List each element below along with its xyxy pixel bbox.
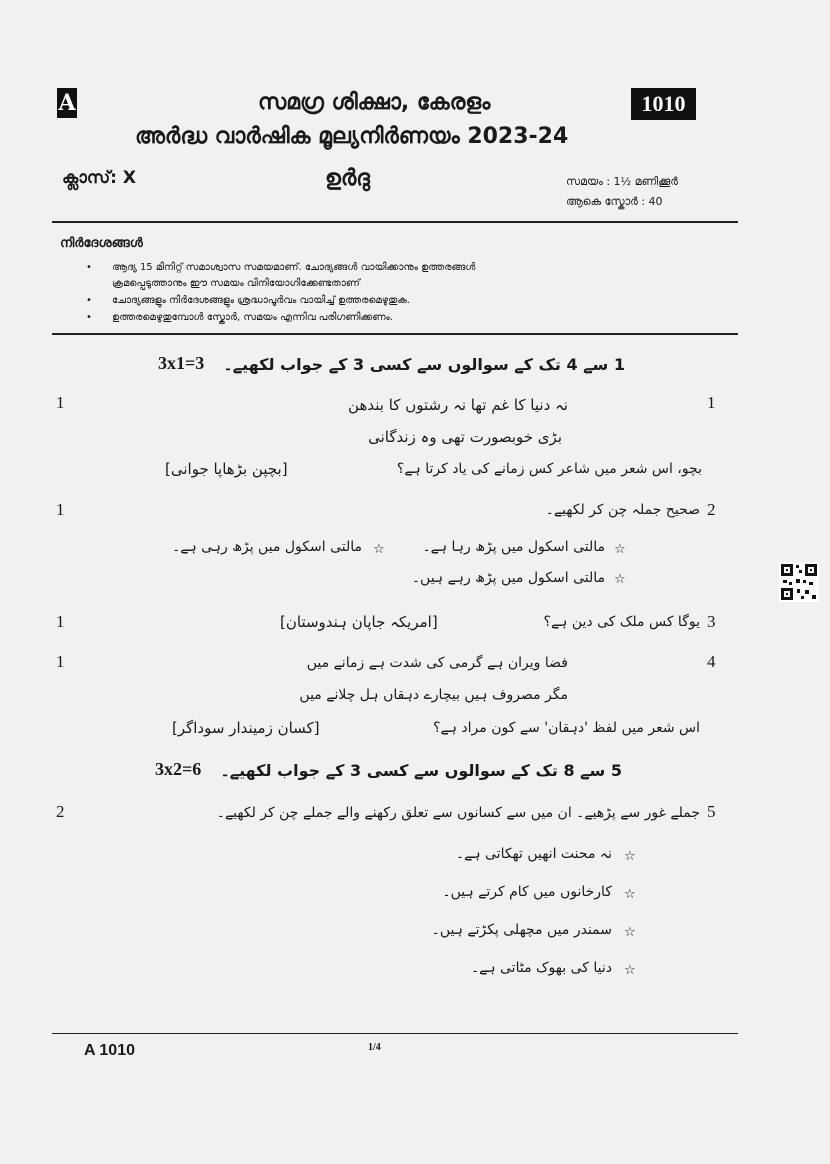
title-line2: അർദ്ധ വാർഷിക മൂല്യനിർണയം 2023-24 [135, 124, 569, 149]
instruction-bullet: • [86, 312, 92, 323]
instructions-divider [52, 333, 738, 335]
q4-score: 1 [56, 652, 65, 671]
q4-verse-2: مگر مصروف ہیں بیچارے دہقاں ہل چلانے میں [299, 687, 568, 703]
q5-number: 5 [707, 802, 716, 821]
q4-question: اس شعر میں لفظ 'دہقان' سے کون مراد ہے؟ [433, 720, 700, 736]
subject-title: ഉർദു [325, 166, 370, 191]
q5-option-b: کارخانوں میں کام کرتے ہیں۔ [442, 884, 612, 900]
q5-score: 2 [56, 802, 65, 821]
instruction-item: ചോദ്യങ്ങളും നിർദേശങ്ങളും ശ്രദ്ധാപൂർവം വായിച്ച് ഉത്തരമെഴുതുക. [112, 295, 411, 306]
instruction-item: ക്രമപ്പെടുത്താനും ഈ സമയം വിനിയോഗിക്കേണ്ടതാണ് [112, 278, 360, 289]
star-icon: ☆ [373, 542, 385, 557]
q2-option-b: مالتی اسکول میں پڑھ رہی ہے۔ [172, 539, 362, 555]
section2-marks: 3x2=6 [155, 759, 202, 779]
star-icon: ☆ [614, 572, 626, 587]
q4-verse-1: فضا ویران ہے گرمی کی شدت ہے زمانے میں [306, 655, 568, 671]
paper-code-badge: 1010 [631, 88, 696, 120]
instruction-item: ആദ്യ 15 മിനിറ്റ് സമാശ്വാസ സമയമാണ്. ചോദ്യങ്ങൾ വായിക്കാനും ഉത്തരങ്ങൾ [112, 262, 476, 273]
q1-question: بچو، اس شعر میں شاعر کس زمانے کی یاد کرتا ہے؟ [396, 461, 702, 477]
section1-heading: 1 سے 4 تک کے سوالوں سے کسی 3 کے جواب لکھیے۔ [223, 355, 625, 374]
instruction-item: ഉത്തരമെഴുതുമ്പോൾ സ്കോർ, സമയം എന്നിവ പരിഗണിക്കണം. [112, 312, 393, 323]
instruction-bullet: • [86, 262, 92, 273]
q4-number: 4 [707, 652, 716, 671]
q5-option-c: سمندر میں مچھلی پکڑتے ہیں۔ [431, 922, 612, 938]
q1-verse-1: نہ دنیا کا غم تھا نہ رشتوں کا بندھن [348, 396, 568, 414]
q3-options: [امریکہ جاپان ہندوستان] [280, 613, 438, 631]
q1-verse-2: بڑی خوبصورت تھی وہ زندگانی [368, 428, 562, 446]
set-label: A [58, 90, 76, 116]
footer-code: A 1010 [84, 1042, 135, 1059]
section2-heading: 5 سے 8 تک کے سوالوں سے کسی 3 کے جواب لکھیے۔ [220, 761, 622, 780]
q3-number: 3 [707, 612, 716, 631]
q5-option-d: دنیا کی بھوک مٹاتی ہے۔ [470, 960, 612, 976]
star-icon: ☆ [624, 963, 636, 978]
q1-number: 1 [707, 393, 716, 412]
instructions-heading: നിർദേശങ്ങൾ [60, 236, 143, 251]
class-label: ക്ലാസ്: X [62, 168, 136, 188]
q2-option-c: مالتی اسکول میں پڑھ رہے ہیں۔ [411, 570, 605, 586]
title-line1: സമഗ്ര ശിക്ഷാ, കേരളം [258, 90, 491, 115]
time-label: സമയം : 1½ മണിക്കൂർ [566, 175, 679, 188]
total-score-label: ആകെ സ്കോർ : 40 [566, 195, 663, 208]
q1-score: 1 [56, 393, 65, 412]
header-divider [52, 221, 738, 223]
q3-question: یوگا کس ملک کی دین ہے؟ [543, 614, 700, 630]
star-icon: ☆ [614, 542, 626, 557]
q2-number: 2 [707, 500, 716, 519]
star-icon: ☆ [624, 887, 636, 902]
q2-score: 1 [56, 500, 65, 519]
q5-question: جملے غور سے پڑھیے۔ ان میں سے کسانوں سے تعلق رکھنے والے جملے چن کر لکھیے۔ [216, 805, 700, 821]
q4-options: [کسان زمیندار سوداگر] [172, 719, 320, 737]
instruction-bullet: • [86, 295, 92, 306]
footer-divider [52, 1033, 738, 1034]
q1-options: [بچپن بڑھاپا جوانی] [165, 460, 288, 478]
q3-score: 1 [56, 612, 65, 631]
q5-option-a: نہ محنت انھیں تھکاتی ہے۔ [455, 846, 612, 862]
star-icon: ☆ [624, 925, 636, 940]
qr-code [779, 562, 819, 602]
page-number: 1/4 [368, 1042, 381, 1053]
star-icon: ☆ [624, 849, 636, 864]
section1-marks: 3x1=3 [158, 353, 205, 373]
q2-option-a: مالتی اسکول میں پڑھ رہا ہے۔ [422, 539, 605, 555]
q2-question: صحیح جملہ چن کر لکھیے۔ [545, 502, 700, 518]
